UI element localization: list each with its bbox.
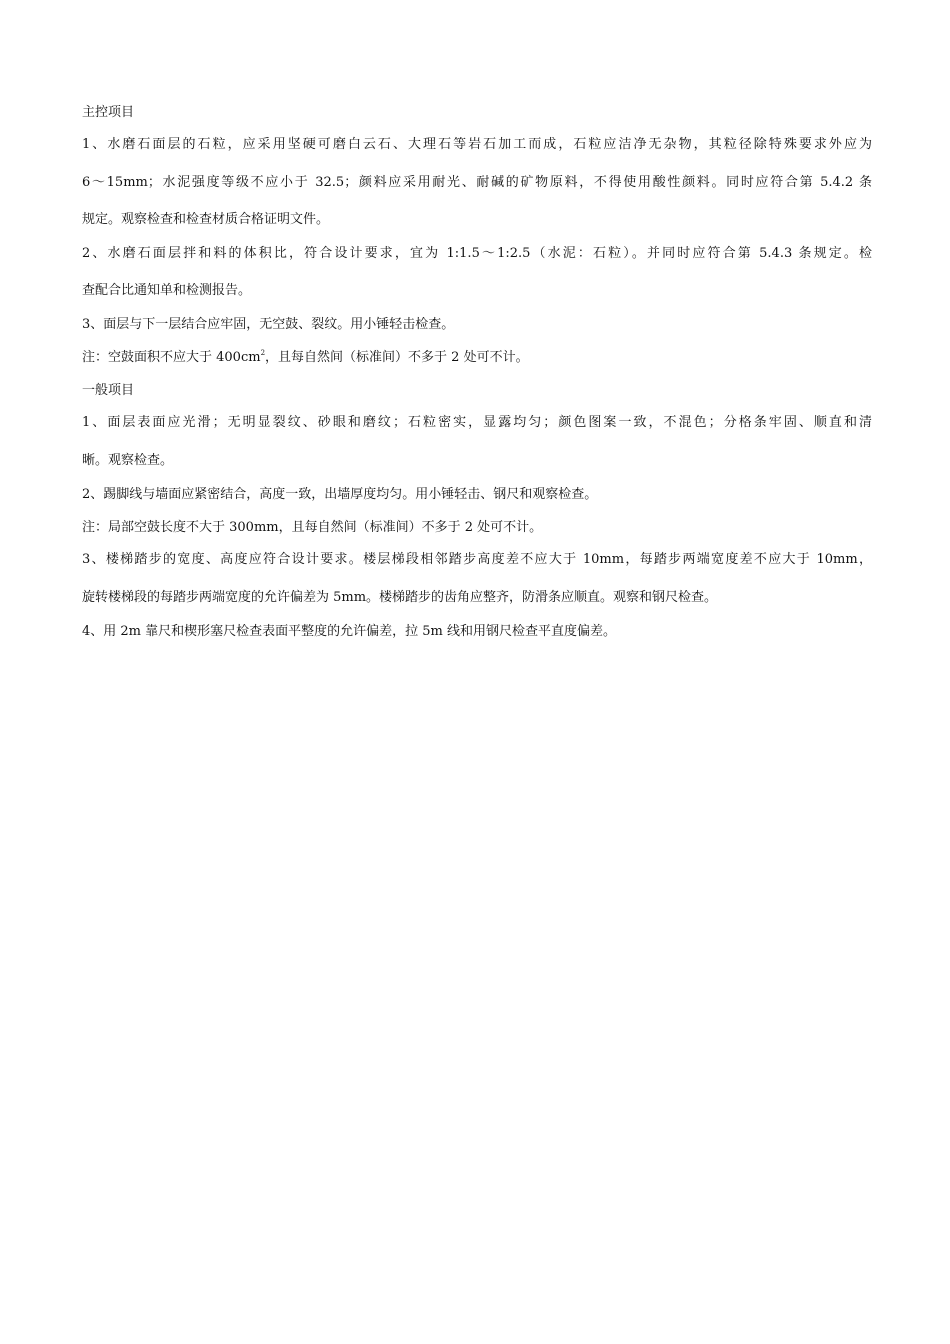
main-item-3-line-1: 3、面层与下一层结合应牢固，无空鼓、裂纹。用小锤轻击检查。	[82, 317, 455, 332]
main-item-1-line-1: 1、水磨石面层的石粒，应采用坚硬可磨白云石、大理石等岩石加工而成，石粒应洁净无杂物，其粒径除特殊要求外应为	[82, 137, 872, 152]
general-item-1-line-1: 1、面层表面应光滑；无明显裂纹、砂眼和磨纹；石粒密实，显露均匀；颜色图案一致，不混色；分格条牢固、顺直和清	[82, 415, 872, 430]
main-note-1-text-end: ，且每自然间（标准间）不多于 2 处可不计。	[265, 350, 529, 365]
main-item-1-line-2: 6～15mm；水泥强度等级不应小于 32.5；颜料应采用耐光、耐碱的矿物原料，不得使用酸性颜料。同时应符合第 5.4.2 条	[82, 175, 872, 190]
main-item-2-line-2: 查配合比通知单和检测报告。	[82, 283, 252, 298]
general-item-4-line-1: 4、用 2m 靠尺和楔形塞尺检查表面平整度的允许偏差，拉 5m 线和用钢尺检查平直度偏差。	[82, 624, 616, 639]
main-note-1-superscript: 2	[260, 349, 266, 357]
main-note-1-text: 注：空鼓面积不应大于 400cm	[82, 350, 261, 365]
main-item-1-line-3: 规定。观察检查和检查材质合格证明文件。	[82, 212, 330, 227]
general-item-2-line-1: 2、踢脚线与墙面应紧密结合，高度一致，出墙厚度均匀。用小锤轻击、钢尺和观察检查。	[82, 487, 598, 502]
main-item-2-line-1: 2、水磨石面层拌和料的体积比，符合设计要求，宜为 1:1.5～1:2.5（水泥：石粒）。并同时应符合第 5.4.3 条规定。检	[82, 246, 872, 261]
general-item-1-line-2: 晰。观察检查。	[82, 453, 174, 468]
general-item-3-line-2: 旋转楼梯段的每踏步两端宽度的允许偏差为 5mm。楼梯踏步的齿角应整齐，防滑条应顺直。观察和钢尺检查。	[82, 590, 718, 605]
general-item-3-line-1: 3、楼梯踏步的宽度、高度应符合设计要求。楼层梯段相邻踏步高度差不应大于 10mm，每踏步两端宽度差不应大于 10mm，	[82, 552, 872, 567]
main-note-1	[82, 349, 872, 367]
section-heading-general-items: 一般项目	[82, 383, 135, 398]
section-heading-main-items: 主控项目	[82, 105, 135, 120]
general-note-2: 注：局部空鼓长度不大于 300mm，且每自然间（标准间）不多于 2 处可不计。	[82, 520, 543, 535]
